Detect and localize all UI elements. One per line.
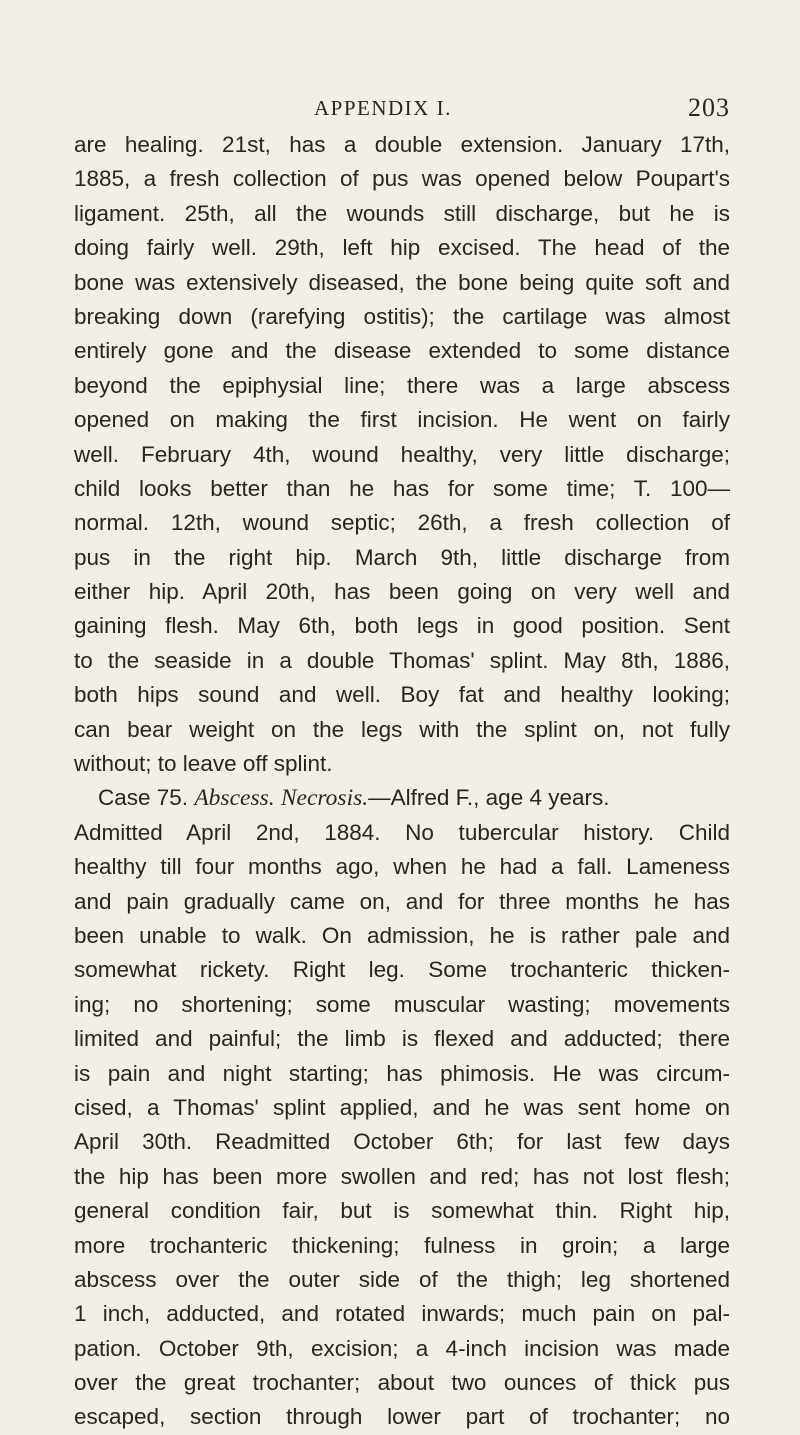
text-line: the hip has been more swollen and red; has not lost flesh; xyxy=(74,1163,730,1189)
text-line: doing fairly well. 29th, left hip excised. The head of the xyxy=(74,235,730,261)
text-line: both hips sound and well. Boy fat and healthy looking; xyxy=(74,682,730,708)
text-line: to the seaside in a double Thomas' splint. May 8th, 1886, xyxy=(74,647,730,673)
text-line: been unable to walk. On admission, he is rather pale and xyxy=(74,922,730,948)
case-patient: —Alfred F., age 4 years. xyxy=(368,785,610,811)
text-line: and pain gradually came on, and for three months he has xyxy=(74,888,730,914)
case-title-necrosis: Necrosis. xyxy=(280,785,369,812)
text-line: cised, a Thomas' splint applied, and he was sent home on xyxy=(74,1094,730,1120)
text-line: opened on making the first incision. He went on fairly xyxy=(74,407,730,433)
text-line: is pain and night starting; has phimosis. He was circum- xyxy=(74,1060,730,1086)
text-line: ing; no shortening; some muscular wasting; movements xyxy=(74,991,730,1017)
text-line: breaking down (rarefying ostitis); the cartilage was almost xyxy=(74,303,730,329)
text-line: are healing. 21st, has a double extension. January 17th, xyxy=(74,132,730,157)
text-line: beyond the epiphysial line; there was a large abscess xyxy=(74,372,730,398)
body-text xyxy=(74,128,730,1435)
text-line: entirely gone and the disease extended to some distance xyxy=(74,338,730,364)
case-heading xyxy=(74,781,730,815)
text-line: pus in the right hip. March 9th, little discharge from xyxy=(74,544,730,570)
text-line: somewhat rickety. Right leg. Some trochanteric thicken- xyxy=(74,957,730,983)
text-line: pation. October 9th, excision; a 4-inch incision was made xyxy=(74,1335,730,1361)
text-line: healthy till four months ago, when he had a fall. Lameness xyxy=(74,854,730,880)
text-line: 1885, a fresh collection of pus was opened below Poupart's xyxy=(74,166,730,192)
text-line: over the great trochanter; about two ounces of thick pus xyxy=(74,1370,730,1396)
text-line: limited and painful; the limb is flexed and adducted; there xyxy=(74,1026,730,1052)
text-line: general condition fair, but is somewhat thin. Right hip, xyxy=(74,1198,730,1224)
page-number: 203 xyxy=(688,93,730,122)
text-line: child looks better than he has for some time; T. 100— xyxy=(74,475,730,501)
case-title-abscess: Abscess. xyxy=(194,785,275,812)
text-line: gaining flesh. May 6th, both legs in good position. Sent xyxy=(74,613,730,639)
text-line: either hip. April 20th, has been going on very well and xyxy=(74,579,730,605)
text-line: April 30th. Readmitted October 6th; for last few days xyxy=(74,1129,730,1155)
running-head xyxy=(0,88,800,128)
text-line: escaped, section through lower part of trochanter; no xyxy=(74,1404,730,1430)
text-line: Admitted April 2nd, 1884. No tubercular history. Child xyxy=(74,819,730,845)
text-line: ligament. 25th, all the wounds still discharge, but he is xyxy=(74,200,730,226)
text-line: can bear weight on the legs with the splint on, not fully xyxy=(74,716,730,742)
case-label: Case 75. xyxy=(98,785,189,811)
text-line: normal. 12th, wound septic; 26th, a fresh collection of xyxy=(74,510,730,536)
text-line: bone was extensively diseased, the bone being quite soft and xyxy=(74,269,730,295)
text-line: abscess over the outer side of the thigh; leg shortened xyxy=(74,1266,730,1292)
text-line: 1 inch, adducted, and rotated inwards; much pain on pal- xyxy=(74,1301,730,1327)
running-head-title: APPENDIX I. xyxy=(314,96,452,120)
text-line: without; to leave off splint. xyxy=(74,751,333,777)
text-line: well. February 4th, wound healthy, very little discharge; xyxy=(74,441,730,467)
text-line: more trochanteric thickening; fulness in groin; a large xyxy=(74,1232,730,1258)
